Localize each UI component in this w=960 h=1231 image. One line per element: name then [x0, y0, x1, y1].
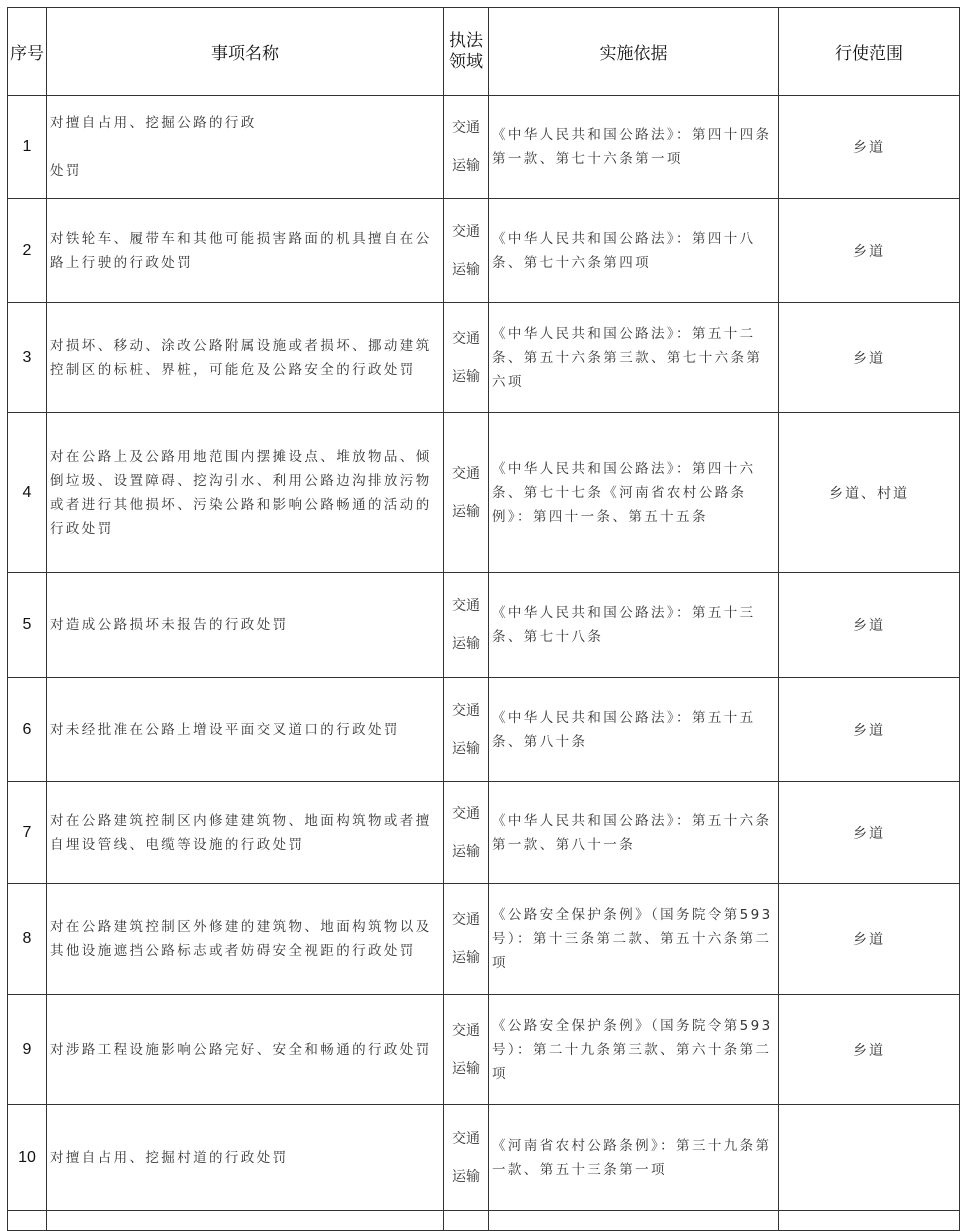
- item-name: 对造成公路损坏未报告的行政处罚: [47, 573, 444, 678]
- legal-basis: 《中华人民共和国公路法》：第五十二条、第五十六条第三款、第七十六条第六项: [489, 303, 779, 413]
- field-line2: 运输: [452, 1060, 480, 1077]
- enforcement-field: [444, 573, 489, 678]
- cell: [8, 1211, 47, 1231]
- enforcement-field: [444, 303, 489, 413]
- field-line2: 运输: [452, 261, 480, 278]
- row-number: 6: [8, 678, 47, 782]
- header-field-line2: 领域: [449, 51, 483, 72]
- field-line2: 运输: [452, 368, 480, 385]
- cell: [47, 1211, 444, 1231]
- enforcement-field: [444, 96, 489, 199]
- field-line1: 交通: [452, 465, 480, 482]
- table-row: [8, 413, 960, 573]
- legal-basis: 《中华人民共和国公路法》：第五十三条、第七十八条: [489, 573, 779, 678]
- item-name: 对未经批准在公路上增设平面交叉道口的行政处罚: [47, 678, 444, 782]
- enforcement-field: [444, 1105, 489, 1211]
- enforcement-field: [444, 995, 489, 1105]
- field-line1: 交通: [452, 330, 480, 347]
- field-line2: 运输: [452, 158, 480, 174]
- field-line1: 交通: [452, 912, 480, 928]
- item-name: 对在公路建筑控制区外修建的建筑物、地面构筑物以及其他设施遮挡公路标志或者妨碍安全视距的行政处罚: [47, 884, 444, 995]
- header-scope: 行使范围: [779, 8, 960, 96]
- row-number: 8: [8, 884, 47, 995]
- scope: 乡道: [779, 884, 960, 995]
- table-row: [8, 96, 960, 199]
- item-name: 对擅自占用、挖掘公路的行政 处罚: [47, 96, 444, 199]
- field-line1: 交通: [452, 223, 480, 240]
- scope: 乡道: [779, 96, 960, 199]
- item-name: 对擅自占用、挖掘村道的行政处罚: [47, 1105, 444, 1211]
- scope: 乡道: [779, 995, 960, 1105]
- enforcement-field: [444, 884, 489, 995]
- cell: [444, 1211, 489, 1231]
- table-row: [8, 995, 960, 1105]
- field-line1: 交通: [452, 598, 480, 614]
- enforcement-field: [444, 199, 489, 303]
- field-line2: 运输: [452, 950, 480, 966]
- scope: 乡道: [779, 678, 960, 782]
- scope: 乡道: [779, 782, 960, 884]
- field-line1: 交通: [452, 1022, 480, 1039]
- cell: [489, 1211, 779, 1231]
- legal-basis: 《公路安全保护条例》（国务院令第593号）：第十三条第二款、第五十六条第二项: [489, 884, 779, 995]
- table-row: [8, 884, 960, 995]
- field-line1: 交通: [452, 702, 480, 719]
- row-number: 10: [8, 1105, 47, 1211]
- table-row: [8, 573, 960, 678]
- table-row: [8, 1105, 960, 1211]
- header-row: [8, 8, 960, 96]
- field-line2: 运输: [452, 740, 480, 757]
- table-row: [8, 199, 960, 303]
- header-field-line1: 执法: [449, 30, 483, 51]
- legal-basis: 《公路安全保护条例》（国务院令第593号）：第二十九条第三款、第六十条第二项: [489, 995, 779, 1105]
- field-line1: 交通: [452, 805, 480, 822]
- row-number: 1: [8, 96, 47, 199]
- legal-basis: 《中华人民共和国公路法》：第四十四条第一款、第七十六条第一项: [489, 96, 779, 199]
- cell: [779, 1211, 960, 1231]
- item-name: 对铁轮车、履带车和其他可能损害路面的机具擅自在公路上行驶的行政处罚: [47, 199, 444, 303]
- row-number: 7: [8, 782, 47, 884]
- field-line2: 运输: [452, 503, 480, 520]
- table-row: [8, 782, 960, 884]
- enforcement-field: [444, 782, 489, 884]
- header-name: 事项名称: [47, 8, 444, 96]
- field-line1: 交通: [452, 1130, 480, 1147]
- row-number: 4: [8, 413, 47, 573]
- table-row: [8, 303, 960, 413]
- enforcement-items-table: [7, 7, 960, 1231]
- scope: 乡道: [779, 303, 960, 413]
- scope: [779, 1105, 960, 1211]
- header-basis: 实施依据: [489, 8, 779, 96]
- field-line2: 运输: [452, 636, 480, 652]
- field-line2: 运输: [452, 1168, 480, 1185]
- enforcement-field: [444, 413, 489, 573]
- item-name: 对在公路上及公路用地范围内摆摊设点、堆放物品、倾倒垃圾、设置障碍、挖沟引水、利用公路边沟排放污物或者进行其他损坏、污染公路和影响公路畅通的活动的行政处罚: [47, 413, 444, 573]
- table-row-partial: [8, 1211, 960, 1231]
- row-number: 2: [8, 199, 47, 303]
- legal-basis: 《中华人民共和国公路法》：第五十六条第一款、第八十一条: [489, 782, 779, 884]
- legal-basis: 《中华人民共和国公路法》：第四十六条、第七十七条《河南省农村公路条例》：第四十一条、第五十五条: [489, 413, 779, 573]
- row-number: 9: [8, 995, 47, 1105]
- enforcement-field: [444, 678, 489, 782]
- table-row: [8, 678, 960, 782]
- legal-basis: 《河南省农村公路条例》：第三十九条第一款、第五十三条第一项: [489, 1105, 779, 1211]
- row-number: 5: [8, 573, 47, 678]
- item-name: 对损坏、移动、涂改公路附属设施或者损坏、挪动建筑控制区的标桩、界桩，可能危及公路安全的行政处罚: [47, 303, 444, 413]
- scope: 乡道: [779, 199, 960, 303]
- scope: 乡道、村道: [779, 413, 960, 573]
- scope: 乡道: [779, 573, 960, 678]
- legal-basis: 《中华人民共和国公路法》：第五十五条、第八十条: [489, 678, 779, 782]
- header-no: 序号: [8, 8, 47, 96]
- item-name: 对涉路工程设施影响公路完好、安全和畅通的行政处罚: [47, 995, 444, 1105]
- legal-basis: 《中华人民共和国公路法》：第四十八条、第七十六条第四项: [489, 199, 779, 303]
- row-number: 3: [8, 303, 47, 413]
- header-field: [444, 8, 489, 96]
- field-line2: 运输: [452, 843, 480, 860]
- field-line1: 交通: [452, 120, 480, 136]
- item-name: 对在公路建筑控制区内修建建筑物、地面构筑物或者擅自埋设管线、电缆等设施的行政处罚: [47, 782, 444, 884]
